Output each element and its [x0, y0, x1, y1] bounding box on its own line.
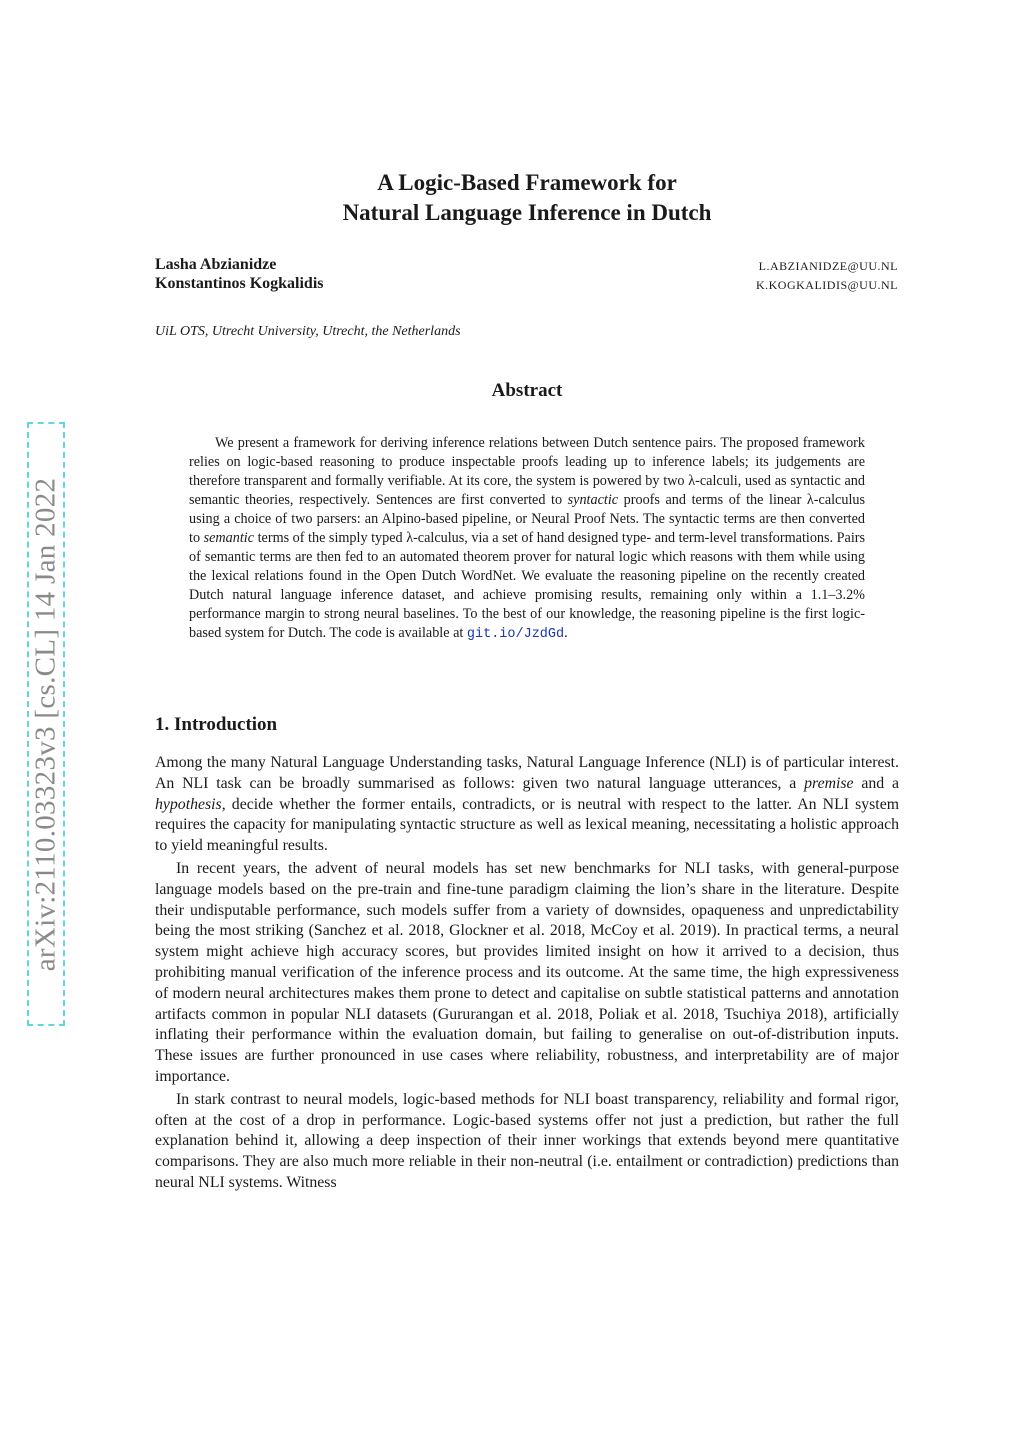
introduction-body [155, 753, 899, 1196]
author-name: Lasha Abzianidze [155, 256, 277, 273]
author-name: Konstantinos Kogkalidis [155, 275, 324, 292]
title-line-1: A Logic-Based Framework for [377, 170, 677, 195]
abstract-text: We present a framework for deriving inference relations between Dutch sentence pairs. The proposed framework relies on logic-based reasoning to produce inspectable proofs leading up to inference labels; its judgements are therefore transparent and formally verifiable. At its core, the system is powered by two λ-calculi, used as syntactic and semantic theories, respectively. Sentences are first converted to syntactic proofs and terms of the linear λ-calculus using a choice of two parsers: an Alpino-based pipeline, or Neural Proof Nets. The syntactic terms are then converted to semantic terms of the simply typed λ-calculus, via a set of hand designed type- and term-level transformations. Pairs of semantic terms are then fed to an automated theorem prover for natural logic which reasons with them while using the lexical relations found in the Open Dutch WordNet. We evaluate the reasoning pipeline on the recently created Dutch natural language inference dataset, and achieve promising results, remaining only within a 1.1–3.2% performance margin to strong neural baselines. To the best of our knowledge, the reasoning pipeline is the first logic-based system for Dutch. The code is available at git.io/JzdGd. [189, 435, 866, 642]
arxiv-id: arXiv:2110.03323v3 [cs.CL] 14 Jan 2022 [29, 477, 62, 971]
affiliation: UiL OTS, Utrecht University, Utrecht, the Netherlands [155, 324, 461, 339]
code-link[interactable]: git.io/JzdGd [466, 627, 565, 642]
abstract-heading: Abstract [491, 380, 563, 401]
author-email[interactable]: K.KOGKALIDIS@UU.NL [755, 278, 898, 292]
paragraph: In stark contrast to neural models, logic-based methods for NLI boast transparency, reliability and formal rigor, often at the cost of a drop in performance. Logic-based systems offer not just a prediction, but rather the full explanation behind it, allowing a deep inspection of their inner workings that extends beyond mere quantitative comparisons. They are also much more reliable in their non-neutral (i.e. entailment or contradiction) predictions than neural NLI systems. Witness [155, 1090, 899, 1191]
title-line-2: Natural Language Inference in Dutch [342, 200, 712, 225]
author-email[interactable]: L.ABZIANIDZE@UU.NL [758, 259, 898, 273]
paragraph: In recent years, the advent of neural models has set new benchmarks for NLI tasks, with general-purpose language models based on the pre-train and fine-tune paradigm claiming the lion’s share in the literature. Despite their undisputable performance, such models suffer from a variety of downsides, opaqueness and unpredictability being the most striking (Sanchez et al. 2018, Glockner et al. 2018, McCoy et al. 2019). In practical terms, a neural system might achieve high accuracy scores, but provides limited insight on how it arrived to a decision, thus prohibiting manual verification of the inference process and its outcome. At the same time, the high expressiveness of modern neural architectures makes them prone to detect and capitalise on subtle statistical patterns and annotation artifacts common in popular NLI datasets (Gururangan et al. 2018, Poliak et al. 2018, Tsuchiya 2018), artificially inflating their performance within the evaluation domain, but failing to generalise on out-of-distribution inputs. These issues are further pronounced in use cases where reliability, robustness, and interpretability are of major importance. [155, 859, 899, 1085]
arxiv-sidebar-stamp [27, 422, 65, 1026]
paragraph: Among the many Natural Language Understanding tasks, Natural Language Inference (NLI) is of particular interest. An NLI task can be broadly summarised as follows: given two natural language utterances, a premise and a hypothesis, decide whether the former entails, contradicts, or is neutral with respect to the latter. An NLI system requires the capacity for manipulating syntactic structure as well as lexical meaning, necessitating a holistic approach to yield meaningful results. [155, 754, 899, 855]
section-heading: 1. Introduction [155, 714, 278, 735]
paper-title [0, 168, 1024, 228]
